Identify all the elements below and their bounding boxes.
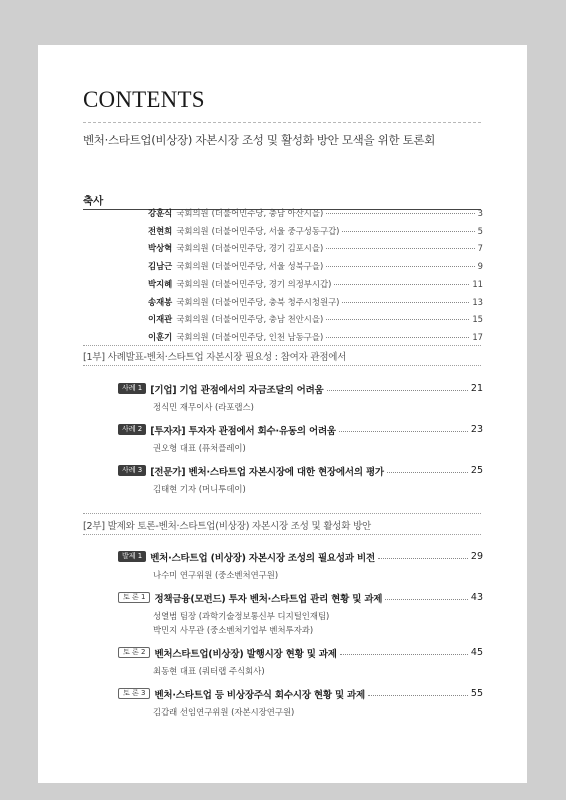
speaker-name: 이훈기 <box>148 331 173 342</box>
speaker-affiliation: (더불어민주당, 인천 남동구을) <box>211 331 324 342</box>
page-number: 21 <box>470 383 483 394</box>
speaker-role: 국회의원 <box>176 261 209 272</box>
speaker-role: 국회의원 <box>176 225 209 236</box>
entry-speaker: 박민지 사무관 (중소벤처기업부 벤처투자과) <box>153 625 314 635</box>
part1-top-divider <box>83 345 481 346</box>
entry-badge: 사례 1 <box>118 383 146 394</box>
speaker-role: 국회의원 <box>176 331 209 342</box>
part2-title: [2부] 발제와 토론-벤처·스타트업(비상장) 자본시장 조성 및 활성화 방안 <box>83 521 372 532</box>
toc-entry[interactable] <box>118 422 483 437</box>
dot-leader <box>326 337 469 338</box>
entry-badge: 토 론 3 <box>118 688 150 699</box>
dot-leader <box>326 248 474 249</box>
speaker-name: 이재관 <box>148 314 173 325</box>
speaker-affiliation: (더불어민주당, 서울 성북구을) <box>211 261 324 272</box>
entry-title: 정책금융(모펀드) 투자 벤처·스타트업 관리 현황 및 과제 <box>154 593 383 605</box>
speaker-affiliation: (더불어민주당, 충북 청주시청원구) <box>211 296 340 307</box>
part2-top-divider <box>83 513 481 514</box>
entry-badge: 토 론 1 <box>118 592 150 603</box>
entry-title: [기업] 기업 관점에서의 자금조달의 어려움 <box>150 384 324 396</box>
speaker-role: 국회의원 <box>176 314 209 325</box>
page-number: 5 <box>477 225 483 236</box>
toc-entry[interactable] <box>118 645 483 660</box>
speaker-name: 박지혜 <box>148 278 173 289</box>
part1-title: [1부] 사례발표-벤처·스타트업 자본시장 필요성 : 참여자 관점에서 <box>83 352 347 363</box>
dot-leader <box>327 390 468 391</box>
entry-speaker: 최동현 대표 (쿼터랩 주식회사) <box>153 666 265 676</box>
dot-leader <box>342 231 474 232</box>
entry-badge: 사례 3 <box>118 465 146 476</box>
page-number: 43 <box>470 592 483 603</box>
greeting-row[interactable] <box>148 313 483 327</box>
speaker-role: 국회의원 <box>176 296 209 307</box>
entry-speaker: 성열범 팀장 (과학기술정보통신부 디지털인재팀) <box>153 611 330 621</box>
greeting-row[interactable] <box>148 207 483 221</box>
speaker-name: 송재봉 <box>148 296 173 307</box>
speaker-name: 박상혁 <box>148 243 173 254</box>
toc-entry[interactable] <box>118 463 483 478</box>
document-page <box>38 45 527 783</box>
dot-leader <box>326 266 474 267</box>
speaker-affiliation: (더불어민주당, 경기 김포시을) <box>211 243 324 254</box>
toc-entry[interactable] <box>118 590 483 605</box>
page-number: 3 <box>477 208 483 218</box>
speaker-name: 강훈식 <box>148 208 173 218</box>
speaker-name: 전현희 <box>148 225 173 236</box>
page-number: 9 <box>477 261 483 272</box>
entry-speaker: 김태현 기자 (머니투데이) <box>153 484 246 494</box>
dot-leader <box>368 695 468 696</box>
page-number: 45 <box>470 647 483 658</box>
entry-title: [전문가] 벤처·스타트업 자본시장에 대한 현장에서의 평가 <box>150 466 384 478</box>
page-title: CONTENTS <box>83 87 205 112</box>
speaker-role: 국회의원 <box>176 278 209 289</box>
dot-leader <box>334 284 469 285</box>
page-number: 23 <box>470 424 483 435</box>
entry-badge: 발제 1 <box>118 551 146 562</box>
dot-leader <box>385 599 468 600</box>
greeting-row[interactable] <box>148 296 483 310</box>
toc-entry[interactable] <box>118 549 483 564</box>
entry-speaker: 김갑래 선임연구위원 (자본시장연구원) <box>153 707 295 717</box>
page-number: 13 <box>472 296 483 307</box>
title-divider <box>83 122 481 123</box>
greeting-row[interactable] <box>148 331 483 345</box>
page-number: 29 <box>470 551 483 562</box>
entry-badge: 토 론 2 <box>118 647 150 658</box>
page-number: 11 <box>472 278 483 289</box>
greeting-row[interactable] <box>148 278 483 292</box>
speaker-role: 국회의원 <box>176 208 209 218</box>
page-number: 25 <box>470 465 483 476</box>
dot-leader <box>326 213 474 214</box>
greetings-heading: 축사 <box>83 195 104 207</box>
entry-title: 벤처·스타트업 (비상장) 자본시장 조성의 필요성과 비전 <box>150 552 375 564</box>
speaker-affiliation: (더불어민주당, 충남 천안시을) <box>211 314 324 325</box>
speaker-affiliation: (더불어민주당, 충남 아산시을) <box>211 208 324 218</box>
dot-leader <box>342 302 469 303</box>
toc-entry[interactable] <box>118 686 483 701</box>
page-number: 15 <box>472 314 483 325</box>
part2-bottom-divider <box>83 534 481 535</box>
speaker-affiliation: (더불어민주당, 경기 의정부시갑) <box>211 278 332 289</box>
entry-title: [투자자] 투자자 관점에서 회수·유동의 어려움 <box>150 425 336 437</box>
speaker-role: 국회의원 <box>176 243 209 254</box>
dot-leader <box>387 472 468 473</box>
toc-entry[interactable] <box>118 381 483 396</box>
entry-speaker: 나수미 연구위원 (중소벤처연구원) <box>153 570 279 580</box>
speaker-name: 김남근 <box>148 261 173 272</box>
entry-badge: 사례 2 <box>118 424 146 435</box>
entry-speaker: 권오형 대표 (퓨처플레이) <box>153 443 246 453</box>
speaker-affiliation: (더불어민주당, 서울 중구성동구갑) <box>211 225 340 236</box>
greeting-row[interactable] <box>148 260 483 274</box>
page-number: 55 <box>470 688 483 699</box>
page-subtitle: 벤처·스타트업(비상장) 자본시장 조성 및 활성화 방안 모색을 위한 토론회 <box>83 133 436 147</box>
entry-title: 벤처·스타트업 등 비상장주식 회수시장 현황 및 과제 <box>154 689 366 701</box>
dot-leader <box>378 558 468 559</box>
entry-title: 벤처스타트업(비상장) 발행시장 현황 및 과제 <box>154 648 337 660</box>
entry-speaker: 정식민 재무이사 (라포랩스) <box>153 402 254 412</box>
page-number: 17 <box>472 331 483 342</box>
page-number: 7 <box>477 243 483 254</box>
part1-bottom-divider <box>83 365 481 366</box>
dot-leader <box>339 431 468 432</box>
greeting-row[interactable] <box>148 225 483 239</box>
dot-leader <box>326 319 469 320</box>
greeting-row[interactable] <box>148 242 483 256</box>
dot-leader <box>340 654 468 655</box>
